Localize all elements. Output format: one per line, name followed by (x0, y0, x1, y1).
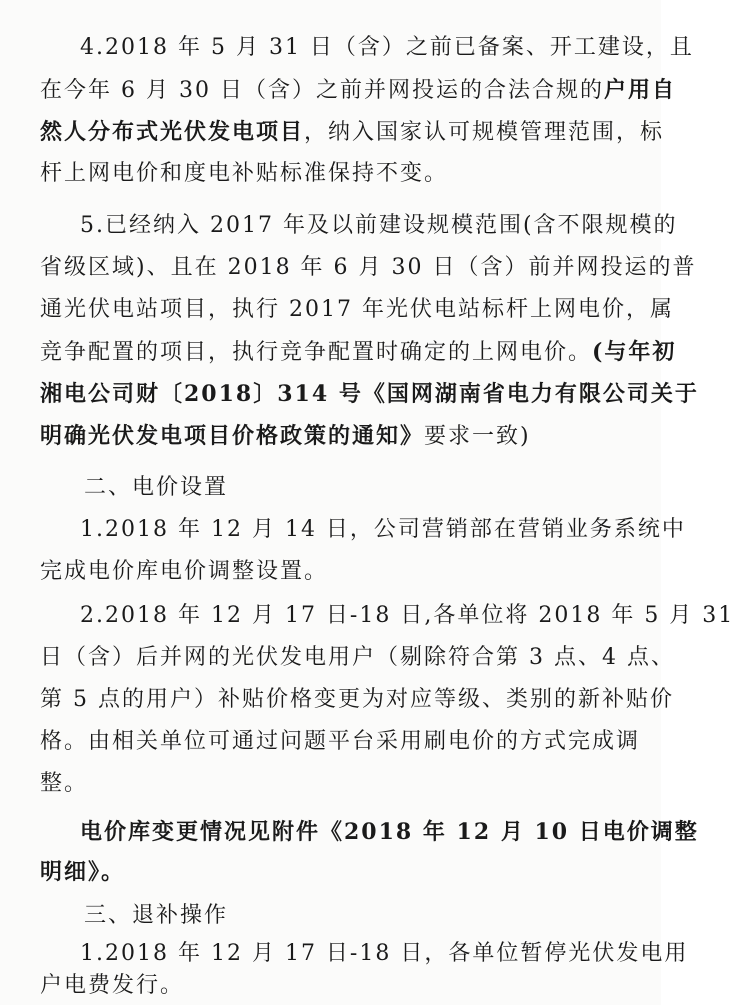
section-2-item-2-line-5: 整。 (40, 771, 89, 796)
paragraph-4-text: ，纳入国家认可规模管理范围，标 (304, 120, 665, 145)
attachment-note-line-2: 明细》。 (40, 859, 126, 885)
paragraph-5-line-5: 湘电公司财〔2018〕314 号《国网湖南省电力有限公司关于 (40, 381, 699, 407)
paragraph-5-bold-text: 明确光伏发电项目价格政策的通知》 (40, 423, 425, 449)
section-2-item-2-line-3: 第 5 点的用户）补贴价格变更为对应等级、类别的新补贴价 (40, 687, 674, 712)
section-3-item-1-line-1: 1.2018 年 12 月 17 日-18 日，各单位暂停光伏发电用 (80, 941, 689, 966)
section-heading-2: 二、电价设置 (84, 475, 229, 500)
paragraph-5-text: 竞争配置的项目，执行竞争配置时确定的上网电价。 (40, 340, 593, 365)
paragraph-5-line-1: 5.已经纳入 2017 年及以前建设规模范围(含不限规模的 (80, 213, 678, 238)
paragraph-4-bold-text: 户用自 (603, 77, 676, 103)
paragraph-4-line-3 (40, 116, 665, 148)
section-3-item-1-line-2: 户电费发行。 (40, 973, 185, 998)
attachment-note-line-1: 电价库变更情况见附件《2018 年 12 月 10 日电价调整 (80, 819, 699, 845)
paragraph-5-bold-text: (与年初 (592, 339, 677, 365)
paragraph-5-line-6 (40, 420, 640, 452)
paragraph-5-line-2: 省级区域)、且在 2018 年 6 月 30 日（含）前并网投运的普 (40, 255, 697, 280)
paragraph-4-bold-text: 然人分布式光伏发电项目 (40, 119, 305, 145)
paragraph-4-line-2 (40, 74, 676, 106)
paragraph-4-line-1: 4.2018 年 5 月 31 日（含）之前已备案、开工建设，且 (80, 35, 694, 60)
paragraph-4-line-4: 杆上网电价和度电补贴标准保持不变。 (40, 161, 449, 186)
section-2-item-1-line-1: 1.2018 年 12 月 14 日，公司营销部在营销业务系统中 (80, 517, 686, 542)
paragraph-4-text: 在今年 6 月 30 日（含）之前并网投运的合法合规的 (40, 78, 604, 103)
section-2-item-2-line-1: 2.2018 年 12 月 17 日-18 日,各单位将 2018 年 5 月 31 (80, 603, 734, 628)
paragraph-5-text: 要求一致) (424, 424, 531, 449)
section-heading-3: 三、退补操作 (84, 903, 229, 928)
section-2-item-2-line-4: 格。由相关单位可通过问题平台采用刷电价的方式完成调 (40, 729, 641, 754)
paragraph-5-line-3: 通光伏电站项目，执行 2017 年光伏电站标杆上网电价，属 (40, 297, 674, 322)
section-2-item-2-line-2: 日（含）后并网的光伏发电用户（剔除符合第 3 点、4 点、 (40, 645, 675, 670)
section-2-item-1-line-2: 完成电价库电价调整设置。 (40, 559, 329, 584)
paragraph-5-line-4 (40, 336, 677, 368)
